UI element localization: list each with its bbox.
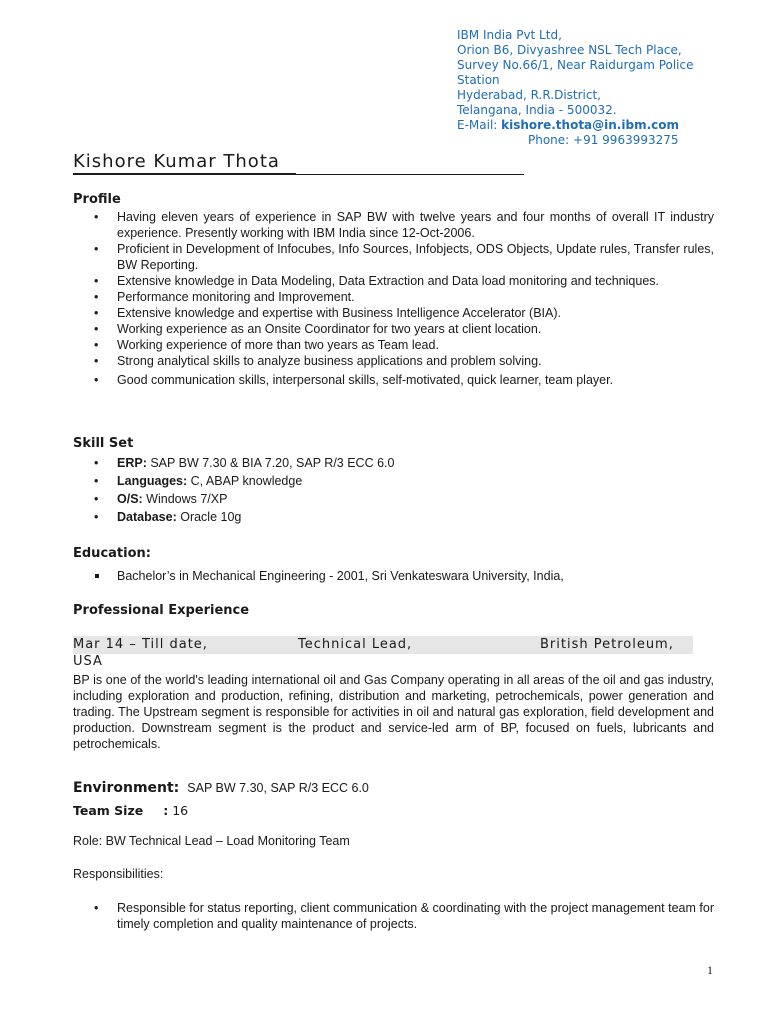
address-line: Orion B6, Divyashree NSL Tech Place,: [457, 43, 682, 57]
list-item: • O/S: Windows 7/XP: [94, 492, 228, 506]
phone-line: Phone: +91 9963993275: [528, 133, 679, 147]
bullet-icon: •: [94, 510, 99, 524]
education-list: [73, 568, 714, 584]
bullet-icon: •: [94, 901, 99, 915]
list-item: • Database: Oracle 10g: [94, 510, 242, 524]
company-name: IBM India Pvt Ltd,: [457, 28, 562, 42]
bullet-icon: •: [94, 474, 99, 488]
list-item: Bachelor’s in Mechanical Engineering - 2001, Sri Venkateswara University, India,: [73, 568, 714, 584]
email-line: [457, 118, 757, 133]
experience-heading: Professional Experience: [73, 603, 250, 618]
bullet-icon: •: [94, 210, 99, 224]
bullet-icon: •: [94, 322, 99, 336]
list-item: • Proficient in Development of Infocubes, Info Sources, Infobjects, ODS Objects, Update rules, Transfer rules, BW Reporting.: [94, 242, 714, 272]
address-line: Hyderabad, R.R.District,: [457, 88, 601, 102]
responsibilities-label: Responsibilities:: [73, 867, 164, 881]
address-line: Telangana, India - 500032.: [457, 103, 617, 117]
page-number: 1: [707, 963, 713, 977]
experience-company: British Petroleum,: [540, 637, 674, 652]
list-item: • Good communication skills, interpersonal skills, self-motivated, quick learner, team player.: [94, 373, 614, 387]
team-size-line: [73, 802, 188, 820]
environment-value: SAP BW 7.30, SAP R/3 ECC 6.0: [187, 781, 369, 795]
list-item: • Languages: C, ABAP knowledge: [94, 474, 303, 488]
contact-address: [457, 28, 757, 148]
role-line: Role: BW Technical Lead – Load Monitoring Team: [73, 834, 350, 848]
environment-label: Environment:: [73, 780, 180, 796]
environment-line: [73, 779, 369, 797]
experience-period: Mar 14 – Till date,: [73, 637, 208, 652]
list-item: • Working experience of more than two years as Team lead.: [94, 338, 439, 352]
bullet-icon: •: [94, 306, 99, 320]
list-item: • ERP: SAP BW 7.30 & BIA 7.20, SAP R/3 ECC 6.0: [94, 456, 395, 470]
skills-list: [73, 454, 714, 526]
education-heading: Education:: [73, 546, 151, 561]
responsibilities-list: [73, 900, 714, 932]
email-label: E-Mail:: [457, 118, 502, 132]
name-underline: [73, 173, 296, 175]
list-item: • Extensive knowledge and expertise with Business Intelligence Accelerator (BIA).: [94, 306, 561, 320]
list-item: • Responsible for status reporting, client communication & coordinating with the project management team for timely completion and quality maintenance of projects.: [94, 901, 714, 931]
bullet-icon: •: [94, 338, 99, 352]
team-size-value: 16: [172, 803, 189, 818]
list-item: • Strong analytical skills to analyze business applications and problem solving.: [94, 354, 542, 368]
profile-list: [73, 209, 714, 388]
list-item: • Having eleven years of experience in SAP BW with twelve years and four months of overall IT industry experience. Presently working with IBM India since 12-Oct-2006.: [94, 210, 714, 240]
square-bullet-icon: [95, 574, 99, 578]
email-link[interactable]: kishore.thota@in.ibm.com: [501, 118, 679, 132]
team-size-colon: :: [163, 803, 169, 818]
list-item: • Working experience as an Onsite Coordinator for two years at client location.: [94, 322, 542, 336]
list-item: • Performance monitoring and Improvement.: [94, 290, 355, 304]
candidate-name: Kishore Kumar Thota: [73, 151, 280, 172]
address-line: Survey No.66/1, Near Raidurgam Police: [457, 58, 694, 72]
skills-heading: Skill Set: [73, 436, 134, 451]
team-size-label: Team Size: [73, 803, 144, 818]
bullet-icon: •: [94, 242, 99, 256]
bullet-icon: •: [94, 274, 99, 288]
experience-title: Technical Lead,: [298, 637, 413, 652]
company-description: BP is one of the world's leading international oil and Gas Company operating in all areas of the oil and gas industry, including exploration and production, refining, distribution and marketing, petrochemicals, power generation and trading. The Upstream segment is responsible for activities in oil and natural gas exploration, field development and production. Downstream segment is the product and service-led arm of BP, focused on fuels, lubricants and petrochemicals.: [73, 673, 714, 751]
bullet-icon: •: [94, 456, 99, 470]
profile-heading: Profile: [73, 192, 121, 207]
bullet-icon: •: [94, 290, 99, 304]
list-item: • Extensive knowledge in Data Modeling, Data Extraction and Data load monitoring and techniques.: [94, 274, 659, 288]
address-line: Station: [457, 73, 500, 87]
bullet-icon: •: [94, 354, 99, 368]
bullet-icon: •: [94, 492, 99, 506]
bullet-icon: •: [94, 373, 99, 387]
experience-country: USA: [73, 654, 103, 669]
